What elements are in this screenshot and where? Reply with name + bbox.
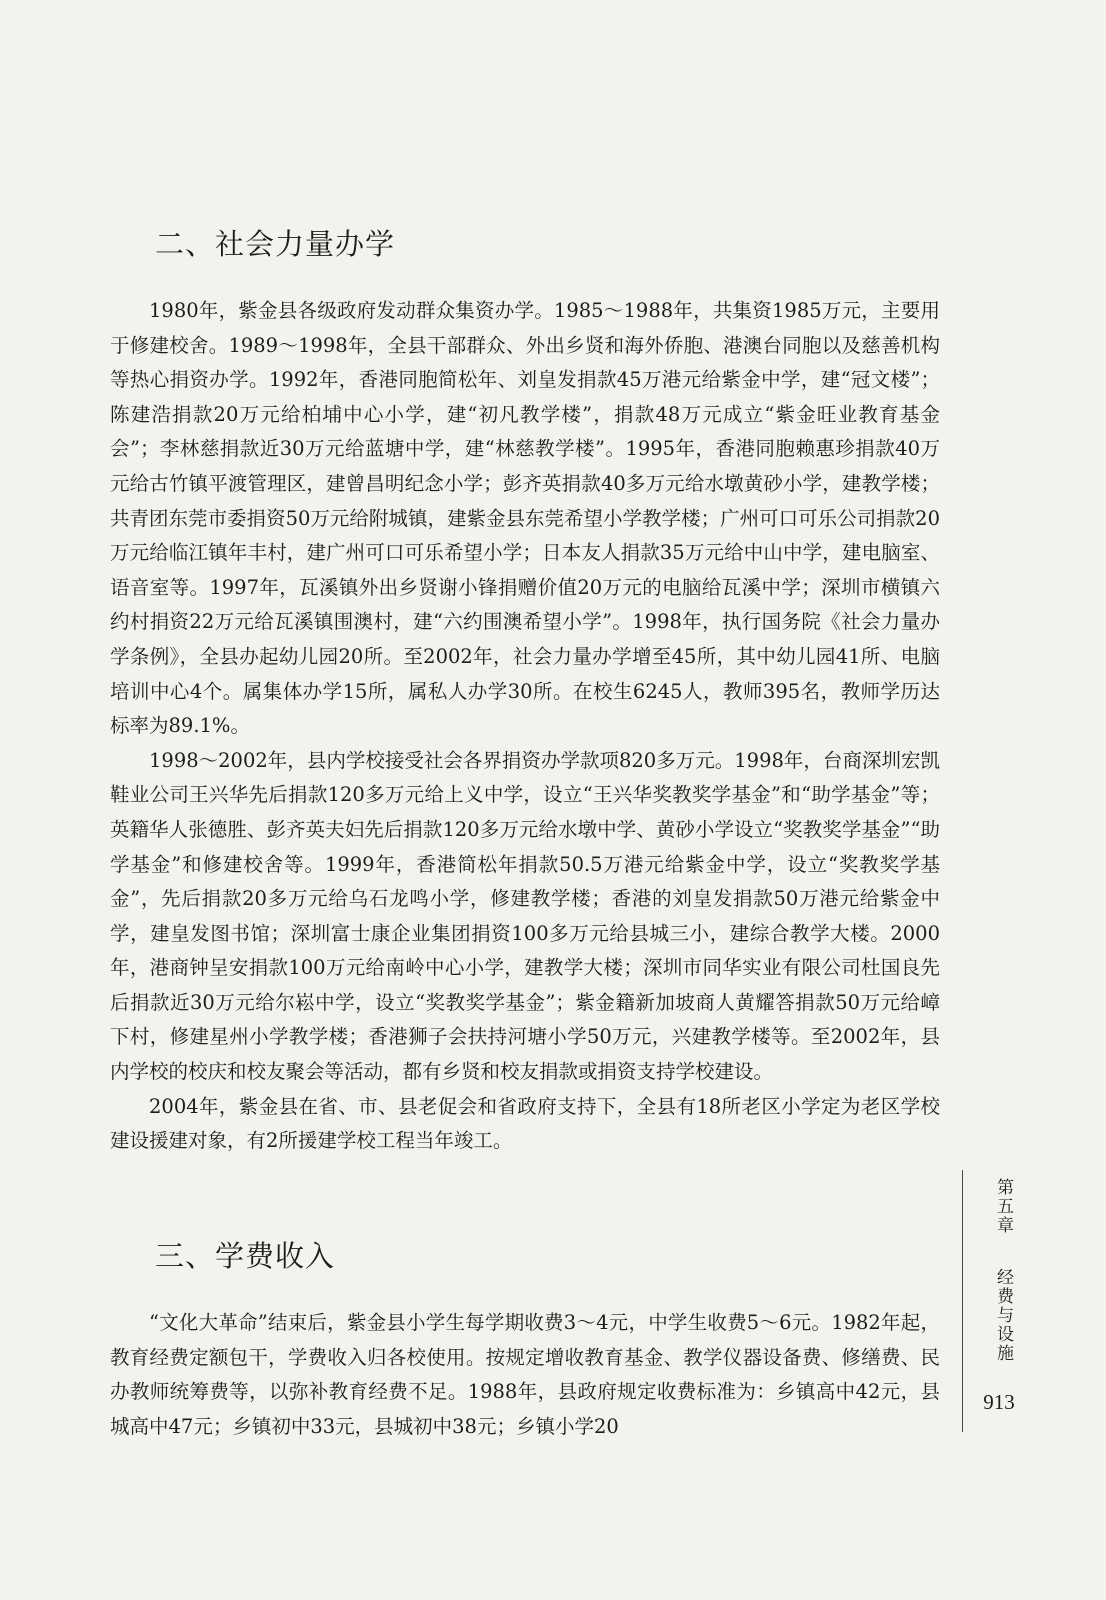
- page-number: 913: [983, 1390, 1015, 1414]
- chapter-label: 第五章: [993, 1178, 1013, 1235]
- paragraph: 2004年，紫金县在省、市、县老促会和省政府支持下，全县有18所老区小学定为老区学校建设援建对象，有2所援建学校工程当年竣工。: [110, 1094, 940, 1153]
- paragraph: 1998～2002年，县内学校接受社会各界捐资办学款项820多万元。1998年，台商深圳宏凯鞋业公司王兴华先后捐款120多万元给上义中学，设立“王兴华奖教奖学基金”和“助学基金”等；英籍华人张德胜、彭齐英夫妇先后捐款120多万元给水墩中学、黄砂小学设立“奖教奖学基金”“助学基金”和修建校舍等。1999年，香港简松年捐款50.5万港元给紫金中学，设立“奖教奖学基金”，先后捐款20多万元给乌石龙鸣小学，修建教学楼；香港的刘皇发捐款50万港元给紫金中学，建皇发图书馆；深圳富士康企业集团捐资100多万元给县城三小，建综合教学大楼。2000年，港商钟呈安捐款100万元给南岭中心小学，建教学大楼；深圳市同华实业有限公司杜国良先后捐款近30万元给尔崧中学，设立“奖教奖学基金”；紫金籍新加坡商人黄耀答捐款50万元给嶂下村，修建星州小学教学楼；香港狮子会扶持河塘小学50万元，兴建教学楼等。至2002年，县内学校的校庆和校友聚会等活动，都有乡贤和校友捐款或捐资支持学校建设。: [110, 748, 940, 1084]
- margin-divider-line: [962, 1170, 963, 1432]
- section-heading-tuition-income: 三、学费收入: [155, 1239, 336, 1273]
- section-heading-social-schools: 二、社会力量办学: [155, 227, 396, 261]
- section-body-tuition-income: [110, 1306, 940, 1444]
- paragraph: 1980年，紫金县各级政府发动群众集资办学。1985～1988年，共集资1985万元，主要用于修建校舍。1989～1998年，全县干部群众、外出乡贤和海外侨胞、港澳台同胞以及慈善机构等热心捐资办学。1992年，香港同胞简松年、刘皇发捐款45万港元给紫金中学，建“冠文楼”；陈建浩捐款20万元给柏埔中心小学，建“初凡教学楼”，捐款48万元成立“紫金旺业教育基金会”；李林慈捐款近30万元给蓝塘中学，建“林慈教学楼”。1995年，香港同胞赖惠珍捐款40万元给古竹镇平渡管理区，建曾昌明纪念小学；彭齐英捐款40多万元给水墩黄砂小学，建教学楼；共青团东莞市委捐资50万元给附城镇，建紫金县东莞希望小学教学楼；广州可口可乐公司捐款20万元给临江镇年丰村，建广州可口可乐希望小学；日本友人捐款35万元给中山中学，建电脑室、语音室等。1997年，瓦溪镇外出乡贤谢小锋捐赠价值20万元的电脑给瓦溪中学；深圳市横镇六约村捐资22万元给瓦溪镇围澳村，建“六约围澳希望小学”。1998年，执行国务院《社会力量办学条例》，全县办起幼儿园20所。至2002年，社会力量办学增至45所，其中幼儿园41所、电脑培训中心4个。属集体办学15所，属私人办学30所。在校生6245人，教师395名，教师学历达标率为89.1%。: [110, 299, 940, 738]
- chapter-title: 经费与设施: [993, 1268, 1013, 1363]
- paragraph: “文化大革命”结束后，紫金县小学生每学期收费3～4元，中学生收费5～6元。1982年起，教育经费定额包干，学费收入归各校使用。按规定增收教育基金、教学仪器设备费、修缮费、民办教师统筹费等，以弥补教育经费不足。1988年，县政府规定收费标准为：乡镇高中42元，县城高中47元；乡镇初中33元，县城初中38元；乡镇小学20: [110, 1311, 940, 1438]
- section-body-social-schools: [110, 294, 940, 1159]
